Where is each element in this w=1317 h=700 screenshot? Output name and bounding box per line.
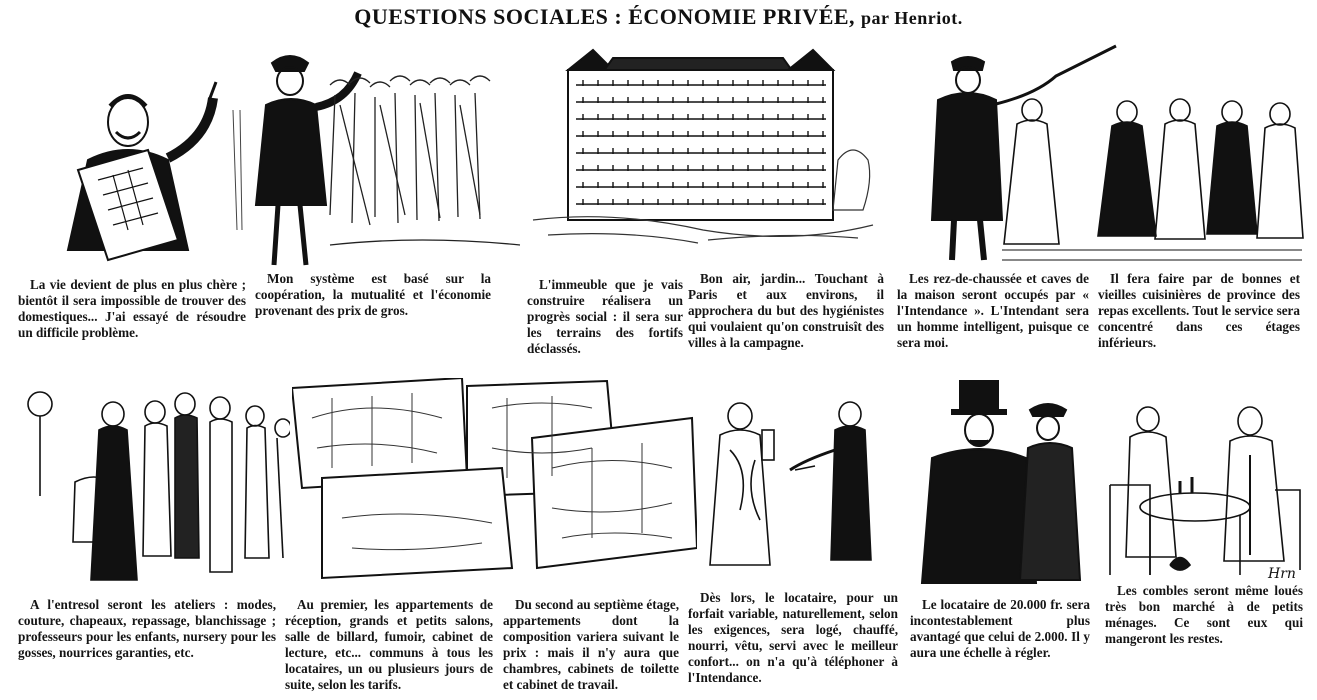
- panel-1-3-caption: L'immeuble que je vais construire réalisera un progrès social : il sera sur les terrains des fortifs déclassés.: [527, 277, 683, 356]
- artist-signature: Hrn: [1268, 566, 1296, 582]
- page-title: [0, 4, 1317, 30]
- panel-2-3-illustration: [700, 390, 900, 590]
- panel-2-6-caption: Les combles seront même loués très bon marché à de petits ménages. Ce sont eux qui mangeront les restes.: [1105, 583, 1303, 646]
- panel-2-1-illustration: [15, 382, 290, 592]
- panel-1-2-illustration: [250, 45, 525, 270]
- title-main: QUESTIONS SOCIALES : ÉCONOMIE PRIVÉE,: [354, 4, 856, 29]
- panel-1-6-caption: Il fera faire par de bonnes et vieilles cuisinières de province des repas excellents. Tout le service sera concentré dans ces étages inférieurs.: [1098, 271, 1300, 350]
- panel-2-1-caption: A l'entresol seront les ateliers : modes, couture, chapeaux, repassage, blanchissage ; professeurs pour les enfants, nursery pour les gosses, nourrices garanties, etc.: [18, 597, 276, 660]
- panel-1-1-illustration: [18, 40, 250, 265]
- panel-1-3-illustration: [528, 40, 878, 250]
- panel-1-4-caption: Bon air, jardin... Touchant à Paris et aux environs, il approchera du but des hygiénistes qui voulaient qu'on construisît des villes à la campagne.: [688, 271, 884, 350]
- panel-1-4-illustration: [922, 40, 1307, 265]
- panel-2-4-caption: Dès lors, le locataire, pour un forfait variable, naturellement, selon les exigences, sera logé, chauffé, nourri, vêtu, servi avec le meilleur confort... on n'a qu'à téléphoner à l'Intendance.: [688, 590, 898, 685]
- panel-1-1-caption: La vie devient de plus en plus chère ; bientôt il sera impossible de trouver des domestiques... J'ai essayé de résoudre un difficile problème.: [18, 277, 246, 340]
- panel-2-3-caption: Du second au septième étage, appartements dont la composition variera suivant le prix : mais il n'y aura que chambres, cabinets de toilette et cabinet de travail.: [503, 597, 679, 692]
- panel-2-5-caption: Le locataire de 20.000 fr. sera incontestablement plus avantagé que celui de 2.000. Il y aura une échelle à régler.: [910, 597, 1090, 660]
- panel-2-2-caption: Au premier, les appartements de réception, grands et petits salons, salle de billard, fumoir, cabinet de lecture, etc... communs à tous les locataires, un ou plusieurs jours de suite, selon les tarifs.: [285, 597, 493, 692]
- panel-1-2-caption: Mon système est basé sur la coopération, la mutualité et l'économie provenant des prix de gros.: [255, 271, 491, 318]
- title-byline: par Henriot.: [861, 8, 963, 28]
- panel-2-4-illustration: [912, 380, 1097, 585]
- panel-1-5-caption: Les rez-de-chaussée et caves de la maison seront occupés par « l'Intendance ». L'Intendant sera un homme intelligent, puisque ce sera moi.: [897, 271, 1089, 350]
- panel-2-2-illustration: [292, 378, 697, 590]
- panel-2-5-illustration: [1100, 395, 1305, 590]
